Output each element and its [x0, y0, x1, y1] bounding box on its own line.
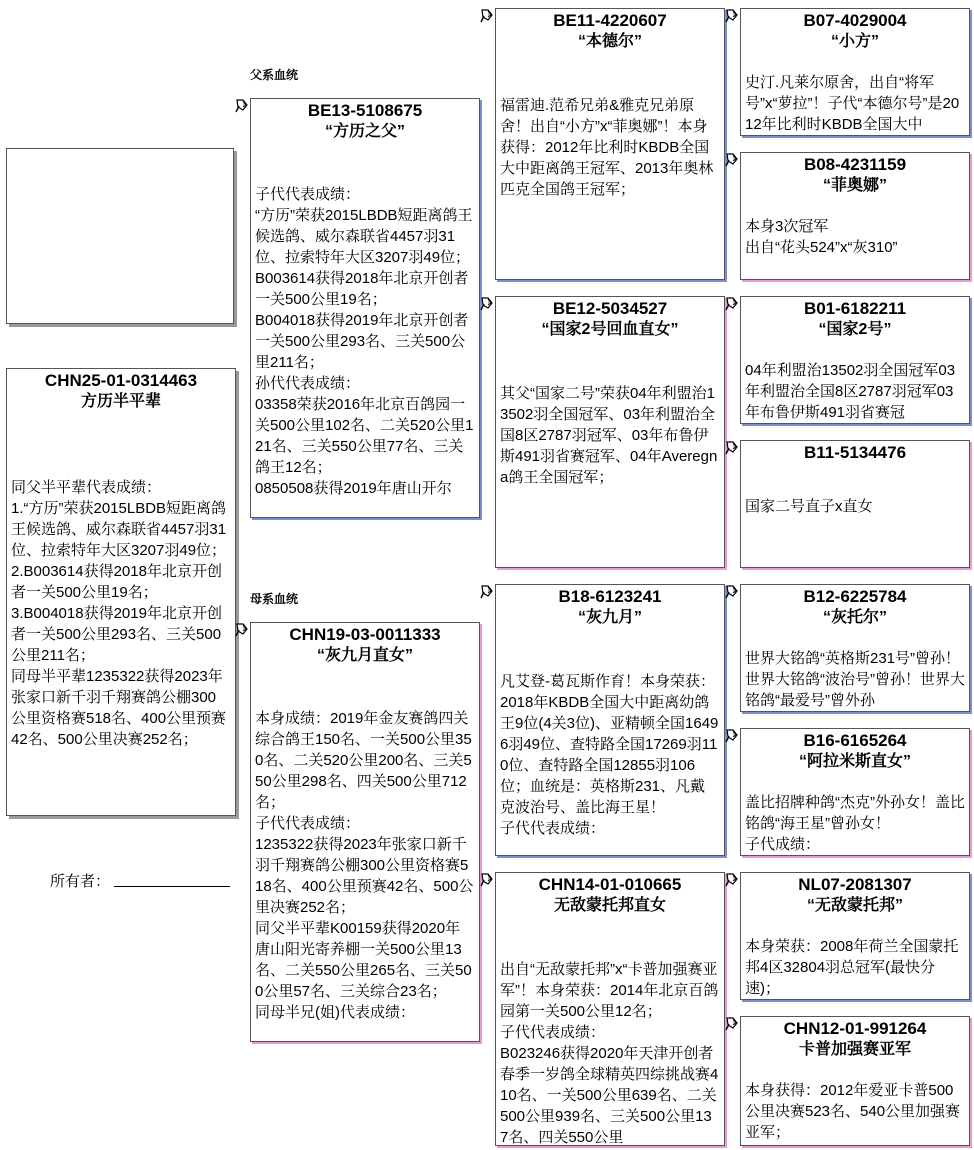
dam-sire-text: 凡艾登-葛瓦斯作育！本身荣获：2018年KBDB全国大中距离幼鸽王9位(4关3位)、亚精顿全国16496羽49位、查特路全国17269羽110位、查特路全国12855羽106位；血统是：英格斯231、凡戴克波治号、盖比海王星！ 子代代表成绩： [500, 673, 719, 837]
dam-sire-dam-ring: B16-6165264 [803, 731, 907, 750]
sire-name: “方历之父” [324, 123, 405, 140]
subject-card [6, 368, 236, 816]
pin-icon [724, 296, 740, 312]
dam-name: “灰九月直女” [316, 647, 413, 664]
sire-dam-sire-name: “国家2号” [818, 321, 892, 338]
sire-text: 子代代表成绩： “方历”荣获2015LBDB短距离鸽王候选鸽、威尔森联省4457羽31位、拉索特年大区3207羽49位； B003614获得2018年北京开创者一关500公里19名； B004018获得2019年北京开创者一关500公里293名、三关500公里211名； 孙代代表成绩： 03358荣获2016年北京百鸽园一关500公里102名、二关520公里121名、三关550公里77名、三关鸽王12名； 0850508获得2019年唐山开尔 [255, 186, 474, 497]
dam-sire-dam-name: “阿拉米斯直女” [798, 753, 911, 770]
pin-icon [724, 728, 740, 744]
sire-sire-text: 福雷迪.范希兄弟&雅克兄弟原舍！出自“小方”x“菲奥娜”！本身获得：2012年比利时KBDB全国大中距离鸽王冠军、2013年奥林匹克全国鸽王冠军； [500, 97, 714, 198]
sire-sire-dam-ring: B08-4231159 [803, 155, 907, 174]
owner-line [114, 886, 230, 887]
dam-sire-sire-ring: B12-6225784 [803, 587, 907, 606]
sire-ring: BE13-5108675 [307, 101, 423, 120]
pin-icon [479, 8, 495, 24]
pin-icon [724, 584, 740, 600]
pin-icon [724, 872, 740, 888]
sire-sire-sire-ring: B07-4029004 [803, 11, 907, 30]
sire-line-label: 父系血统 [250, 68, 299, 82]
sire-dam-dam-card [740, 440, 970, 568]
pin-icon [724, 8, 740, 24]
sire-sire-dam-text: 本身3次冠军 出自“花头524”x“灰310” [745, 218, 898, 256]
sire-sire-dam-card [740, 152, 970, 280]
sire-dam-card [495, 296, 725, 568]
dam-sire-sire-name: “灰托尔” [822, 609, 887, 626]
pin-icon [479, 872, 495, 888]
pin-icon [234, 622, 250, 638]
dam-ring: CHN19-03-0011333 [289, 625, 441, 644]
owner-label: 所有者： [50, 873, 111, 890]
sire-dam-sire-ring: B01-6182211 [803, 299, 907, 318]
dam-dam-dam-card [740, 1016, 970, 1146]
pin-icon [724, 440, 740, 456]
sire-sire-card [495, 8, 725, 280]
sire-dam-ring: BE12-5034527 [552, 299, 668, 318]
dam-dam-sire-name: “无敌蒙托邦” [806, 897, 903, 914]
sire-sire-sire-card [740, 8, 970, 136]
dam-line-label: 母系血统 [250, 592, 299, 606]
dam-sire-sire-text: 世界大铭鸽“英格斯231号”曾孙！世界大铭鸽“波治号”曾孙！世界大铭鸽“最爱号”曾外孙 [745, 650, 965, 709]
dam-sire-name: “灰九月” [577, 609, 642, 626]
dam-dam-dam-text: 本身获得：2012年爱亚卡普500公里决赛523名、540公里加强赛亚军； [745, 1082, 961, 1141]
pin-icon [724, 1016, 740, 1032]
dam-dam-sire-ring: NL07-2081307 [798, 875, 912, 894]
sire-dam-dam-text: 国家二号直子x直女 [745, 498, 873, 515]
dam-sire-dam-card [740, 728, 970, 856]
dam-text: 本身成绩：2019年金友赛鸽四关综合鸽王150名、一关500公里350名、二关520公里200名、三关550公里298名、四关500公里712名； 子代代表成绩： 1235322获得2023年张家口新千羽千翔赛鸽公棚300公里资格赛518名、400公里预赛42名、500公里决赛252名； 同父半平辈K00159获得2020年唐山阳光寄养棚一关500公里13名、二关550公里265名、三关500公里57名、三关综合23名； 同母半兄(姐)代表成绩： [255, 710, 474, 1021]
photo-frame [6, 148, 234, 324]
dam-sire-ring: B18-6123241 [558, 587, 662, 606]
sire-dam-name: “国家2号回血直女” [541, 321, 679, 338]
dam-sire-card [495, 584, 725, 856]
sire-dam-sire-card [740, 296, 970, 424]
dam-dam-dam-ring: CHN12-01-991264 [783, 1019, 927, 1038]
sire-sire-dam-name: “菲奥娜” [822, 177, 887, 194]
dam-dam-ring: CHN14-01-010665 [538, 875, 682, 894]
dam-card [250, 622, 480, 1042]
sire-sire-sire-name: “小方” [830, 33, 879, 50]
pin-icon [724, 152, 740, 168]
subject-ring: CHN25-01-0314463 [44, 371, 198, 390]
sire-dam-text: 其父“国家二号”荣获04年利盟治13502羽全国冠军、03年利盟治全国8区2787羽冠军、03年布鲁伊斯491羽省赛冠军、04年Averegna鸽王全国冠军； [500, 385, 718, 486]
subject-name: 方历半平辈 [80, 393, 161, 410]
dam-dam-sire-text: 本身荣获：2008年荷兰全国蒙托邦4区32804羽总冠军(最快分速)； [745, 938, 959, 997]
dam-dam-text: 出自“无敌蒙托邦”x“卡普加强赛亚军”！本身荣获：2014年北京百鸽园第一关500公里12名； 子代代表成绩： B023246获得2020年天津开创者春季一岁鸽全球精英四综挑战赛410名、一关500公里639名、二关500公里939名、三关500公里137名、四关550公里 [500, 961, 719, 1146]
sire-sire-sire-text: 史汀.凡莱尔原舍，出自“将军号”x“萝拉”！子代“本德尔号”是2012年比利时KBDB全国大中 [745, 74, 960, 133]
dam-sire-dam-text: 盖比招牌种鸽“杰克”外孙女！盖比铭鸽“海王星”曾孙女！ 子代成绩： [745, 794, 965, 853]
sire-sire-ring: BE11-4220607 [553, 11, 667, 30]
sire-card [250, 98, 480, 518]
dam-sire-sire-card [740, 584, 970, 712]
sire-dam-sire-text: 04年利盟治13502羽全国冠军03年利盟治全国8区2787羽冠军03年布鲁伊斯491羽省赛冠 [745, 362, 956, 421]
dam-dam-name: 无敌蒙托邦直女 [553, 897, 666, 914]
sire-sire-name: “本德尔” [577, 33, 642, 50]
sire-dam-dam-ring: B11-5134476 [803, 443, 907, 462]
pin-icon [479, 584, 495, 600]
dam-dam-sire-card [740, 872, 970, 1000]
dam-dam-card [495, 872, 725, 1146]
pin-icon [234, 98, 250, 114]
dam-dam-dam-name: 卡普加强赛亚军 [798, 1041, 911, 1058]
subject-text: 同父半平辈代表成绩： 1.“方历”荣获2015LBDB短距离鸽王候选鸽、威尔森联省4457羽31位、拉索特年大区3207羽49位； 2.B003614获得2018年北京开创者一关500公里19名； 3.B004018获得2019年北京开创者一关500公里293名、三关500公里211名； 同母半平辈1235322获得2023年张家口新千羽千翔赛鸽公棚300公里资格赛518名、400公里预赛42名、500公里决赛252名； [11, 479, 227, 748]
pin-icon [479, 296, 495, 312]
